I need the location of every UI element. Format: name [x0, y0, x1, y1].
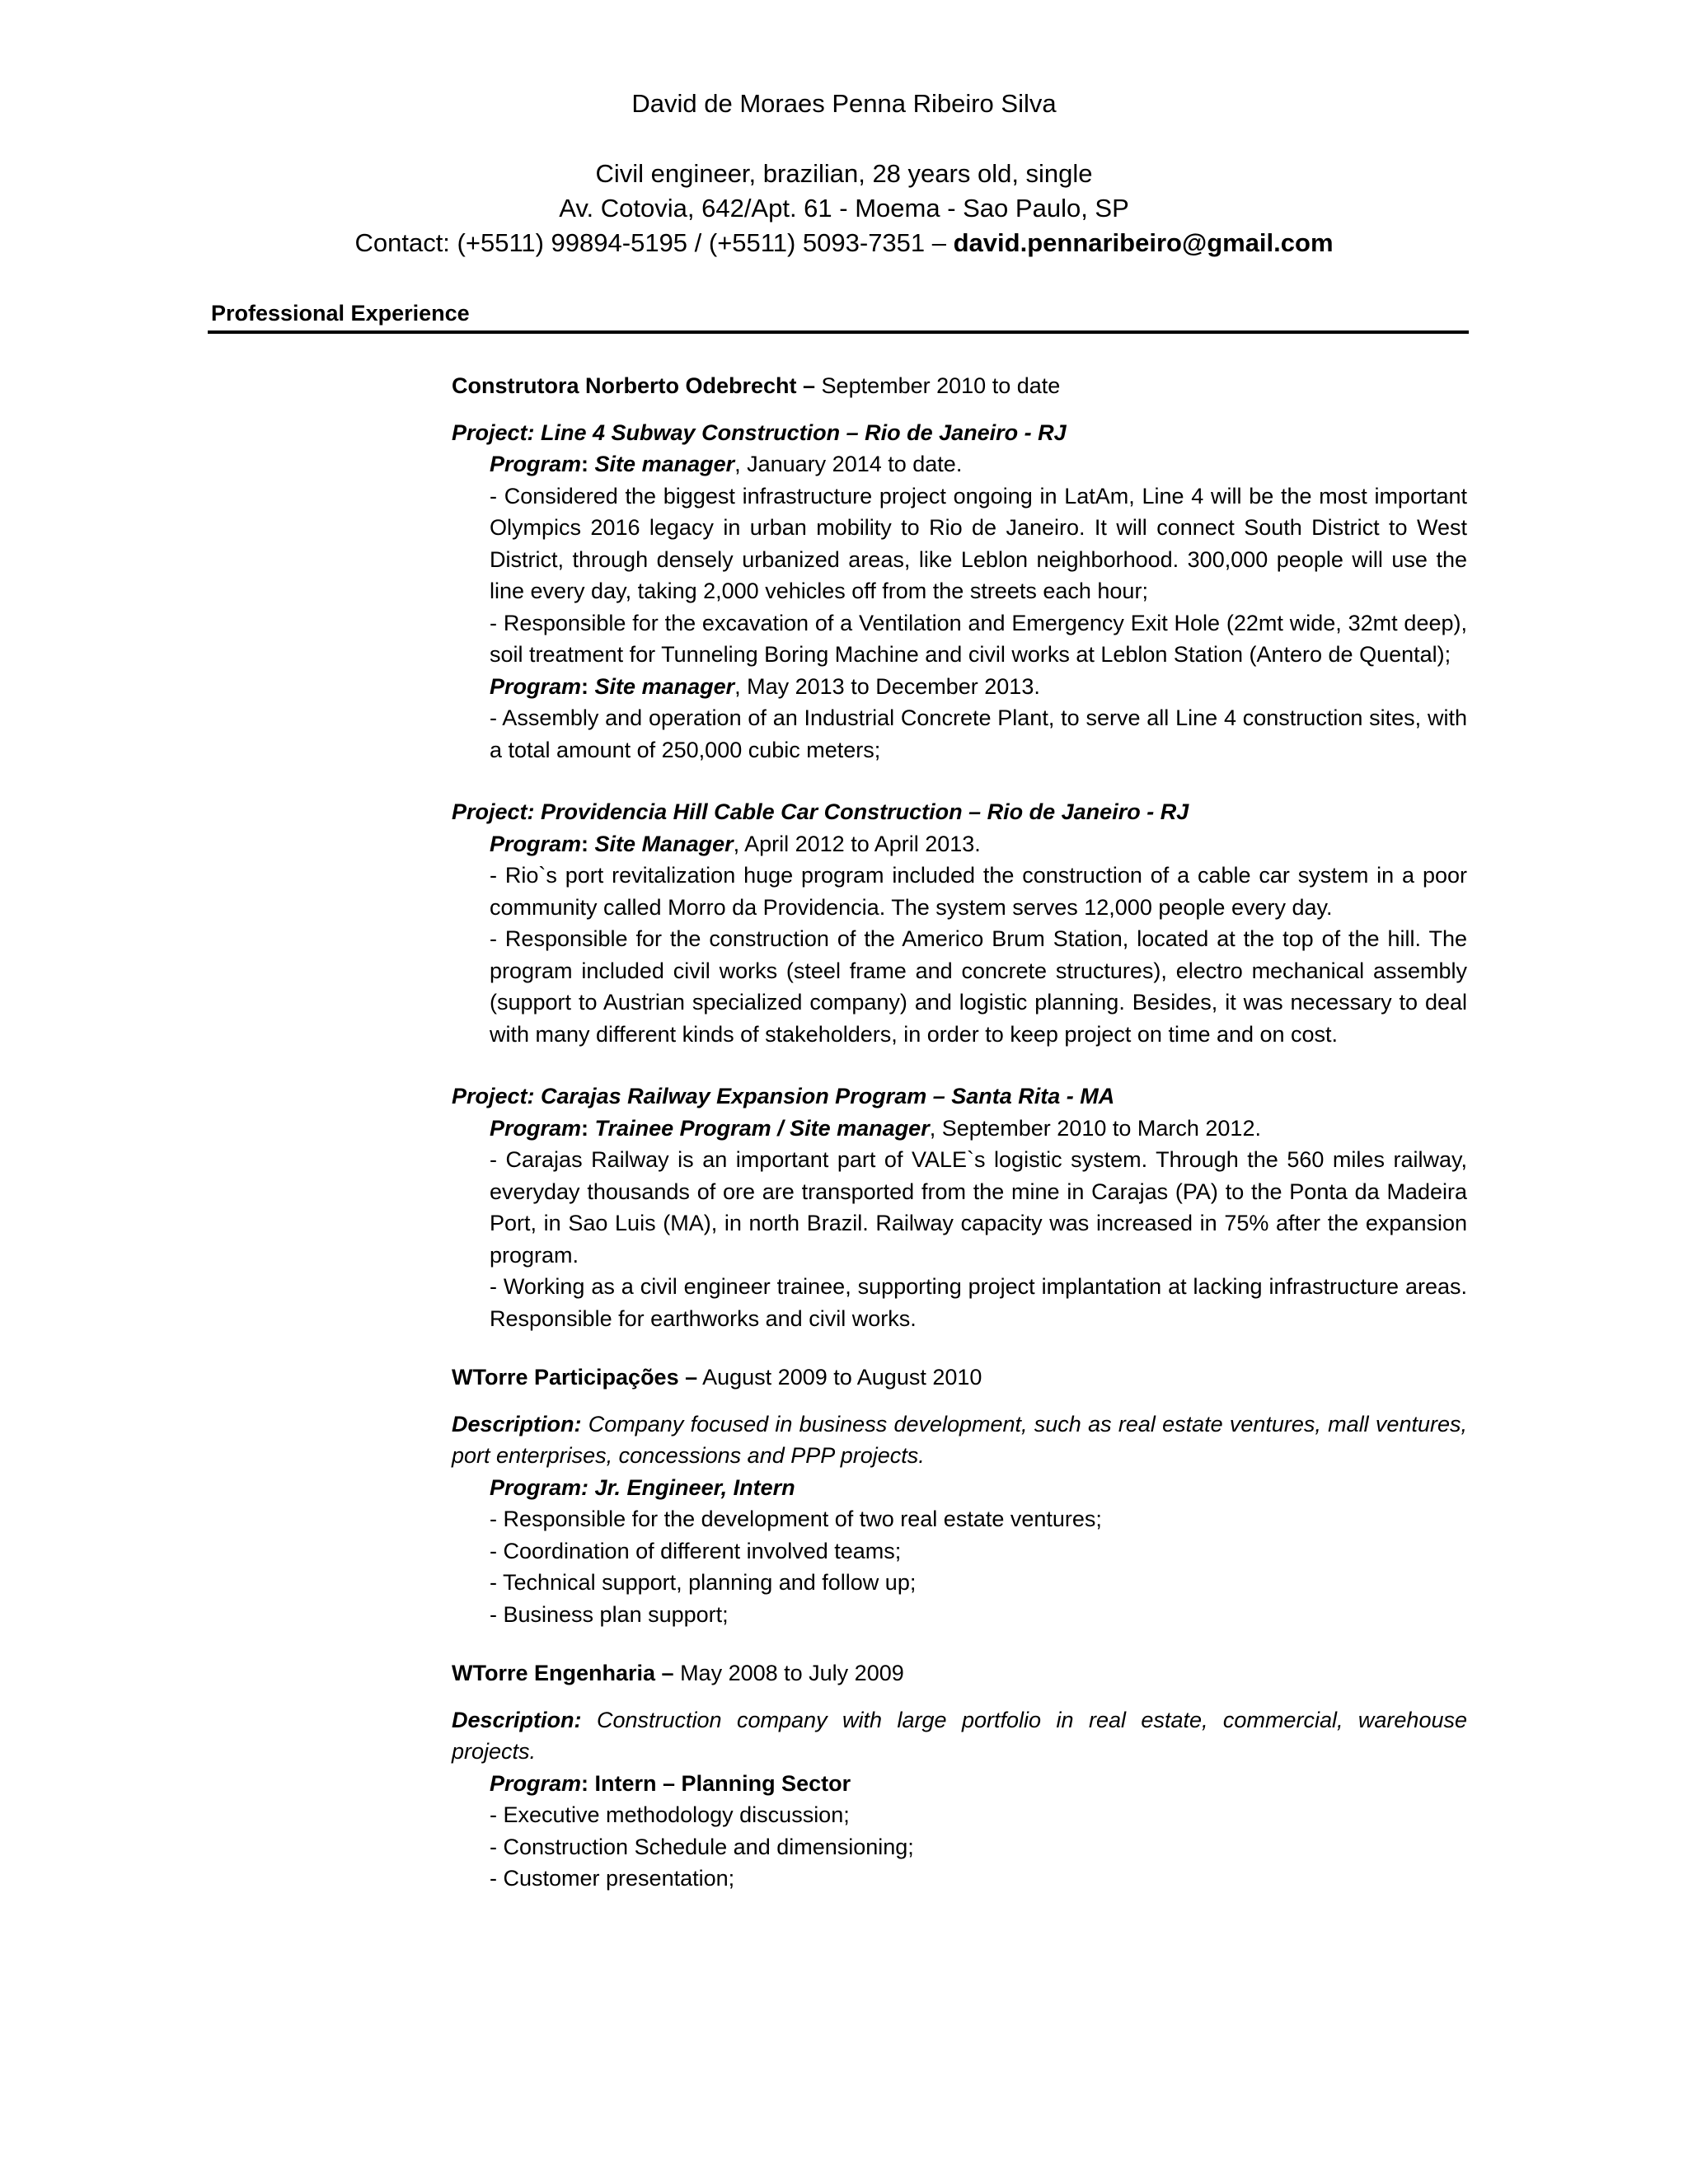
description-text: Company focused in business development, such as real estate ventures, mall ventures, port enterprises, concessions and PPP projects. — [452, 1411, 1467, 1468]
program-label: Program — [490, 452, 582, 476]
section-divider — [208, 330, 1469, 334]
description-text: Construction company with large portfolio in real estate, commercial, warehouse projects. — [452, 1707, 1467, 1764]
company-period: August 2009 to August 2010 — [697, 1365, 982, 1390]
description-label: Description: — [452, 1707, 582, 1732]
company-period: May 2008 to July 2009 — [673, 1661, 904, 1685]
company-wtorre-engenharia — [452, 1657, 1467, 1690]
project-title-providencia: Project: Providencia Hill Cable Car Construction – Rio de Janeiro - RJ — [452, 799, 1189, 824]
program-colon: : — [581, 1115, 595, 1141]
bullet-item: - Responsible for the excavation of a Ventilation and Emergency Exit Hole (22mt wide, 32mt deep), soil treatment for Tunneling Boring Machine and civil works at Leblon Station (Antero de Quental); — [490, 610, 1467, 667]
program-line — [490, 828, 1467, 860]
program-colon: : — [581, 831, 595, 856]
program-role: : Intern – Planning Sector — [581, 1770, 851, 1796]
program-dates: , April 2012 to April 2013. — [733, 831, 981, 856]
program-colon: : — [581, 452, 595, 476]
bullet-item: - Executive methodology discussion; — [490, 1802, 850, 1827]
candidate-contact — [0, 226, 1688, 260]
company-name: WTorre Participações – — [452, 1365, 698, 1390]
company-period: September 2010 to date — [815, 373, 1061, 398]
contact-email: david.pennaribeiro@gmail.com — [953, 228, 1334, 257]
bullet-item: - Coordination of different involved teams; — [490, 1538, 902, 1563]
company-description — [452, 1408, 1467, 1472]
program-role: Site manager — [594, 673, 735, 699]
program-dates: , May 2013 to December 2013. — [734, 673, 1040, 699]
company-body-wtorre-engenharia — [452, 1768, 1467, 1895]
company-odebrecht — [452, 370, 1467, 402]
program-role: Trainee Program / Site manager — [594, 1115, 930, 1141]
program-label: Program — [490, 1115, 582, 1141]
bullet-item: - Construction Schedule and dimensioning; — [490, 1834, 914, 1859]
bullet-item: - Customer presentation; — [490, 1866, 735, 1891]
bullet-item: - Assembly and operation of an Industrial Concrete Plant, to serve all Line 4 construction sites, with a total amount of 250,000 cubic meters; — [490, 705, 1467, 762]
program-label: Program — [490, 673, 582, 699]
bullet-item: - Technical support, planning and follow up; — [490, 1570, 917, 1595]
company-name: Construtora Norberto Odebrecht – — [452, 373, 816, 398]
project-body-providencia — [452, 828, 1467, 1051]
program-colon: : — [581, 673, 595, 699]
company-body-wtorre-participacoes — [452, 1472, 1467, 1631]
section-title: Professional Experience — [211, 301, 470, 326]
program-dates: , September 2010 to March 2012. — [929, 1115, 1261, 1141]
company-name: WTorre Engenharia – — [452, 1661, 674, 1685]
project-title-line4: Project: Line 4 Subway Construction – Rio de Janeiro - RJ — [452, 419, 1067, 445]
bullet-item: - Carajas Railway is an important part of VALE`s logistic system. Through the 560 miles railway, everyday thousands of ore are transported from the mine in Carajas (PA) to the Ponta da Madeira Port, in Sao Luis (MA), in north Brazil. Railway capacity was increased in 75% after the expansion program. — [490, 1147, 1467, 1268]
program-label: Program — [490, 1770, 582, 1796]
bullet-item: - Responsible for the construction of the Americo Brum Station, located at the top of the hill. The program included civil works (steel frame and concrete structures), electro mechanical assembly (support to Austrian specialized company) and logistic planning. Besides, it was necessary to deal with many different kinds of stakeholders, in order to keep project on time and on cost. — [490, 926, 1467, 1047]
candidate-name: David de Moraes Penna Ribeiro Silva — [631, 89, 1057, 118]
program-role: Site manager — [594, 452, 735, 476]
bullet-item: - Rio`s port revitalization huge program included the construction of a cable car system in a poor community called Morro da Providencia. The system serves 12,000 people every day. — [490, 863, 1467, 920]
program-role: Site Manager — [594, 831, 734, 856]
program-dates: , January 2014 to date. — [734, 452, 963, 476]
program-label: Program — [490, 831, 582, 856]
description-label: Description: — [452, 1411, 582, 1436]
project-body-line4 — [452, 448, 1467, 766]
bullet-item: - Business plan support; — [490, 1601, 729, 1627]
candidate-summary: Civil engineer, brazilian, 28 years old, single — [595, 159, 1093, 188]
contact-phones: Contact: (+5511) 99894-5195 / (+5511) 5093-7351 – — [354, 228, 954, 257]
project-body-carajas — [452, 1113, 1467, 1335]
project-title-carajas: Project: Carajas Railway Expansion Program – Santa Rita - MA — [452, 1084, 1115, 1108]
program-line: Program: Jr. Engineer, Intern — [490, 1474, 795, 1500]
company-wtorre-participacoes — [452, 1361, 1467, 1394]
candidate-address: Av. Cotovia, 642/Apt. 61 - Moema - Sao Paulo, SP — [559, 194, 1129, 223]
company-description — [452, 1704, 1467, 1768]
program-line — [490, 1113, 1467, 1145]
program-line — [490, 1768, 1467, 1800]
program-line — [490, 448, 1467, 480]
program-line — [490, 671, 1467, 703]
experience-content — [452, 370, 1467, 1895]
bullet-item: - Responsible for the development of two real estate ventures; — [490, 1507, 1102, 1531]
bullet-item: - Working as a civil engineer trainee, supporting project implantation at lacking infrastructure areas. Responsible for earthworks and civil works. — [490, 1274, 1467, 1331]
bullet-item: - Considered the biggest infrastructure project ongoing in LatAm, Line 4 will be the most important Olympics 2016 legacy in urban mobility to Rio de Janeiro. It will connect South District to West District, through densely urbanized areas, like Leblon neighborhood. 300,000 people will use the line every day, taking 2,000 vehicles off from the streets each hour; — [490, 483, 1467, 603]
